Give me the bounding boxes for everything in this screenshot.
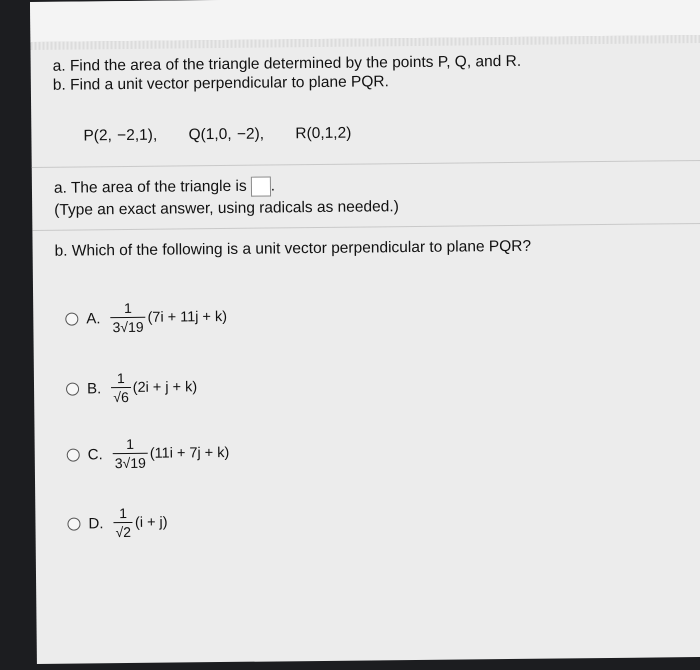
- question-panel: [30, 0, 700, 664]
- option-b-numerator: 1: [116, 370, 125, 387]
- radio-option-d[interactable]: [67, 517, 80, 530]
- option-b[interactable]: [66, 370, 197, 405]
- radio-option-b[interactable]: [66, 382, 79, 395]
- option-a-letter: A.: [86, 309, 101, 327]
- option-c-letter: C.: [87, 445, 103, 463]
- option-a[interactable]: [65, 300, 227, 336]
- section-divider: [32, 223, 700, 231]
- option-c-fraction: [113, 437, 148, 471]
- option-d-fraction: [113, 506, 133, 540]
- option-b-denominator: √6: [111, 387, 131, 405]
- option-c[interactable]: [67, 436, 230, 472]
- option-d[interactable]: [67, 506, 167, 541]
- section-divider: [32, 160, 700, 168]
- point-q: Q(1,0, −2),: [188, 125, 265, 144]
- option-d-letter: D.: [88, 514, 104, 532]
- area-answer-input[interactable]: [251, 176, 271, 196]
- option-a-fraction: [110, 301, 145, 335]
- part-a-hint: (Type an exact answer, using radicals as needed.): [54, 198, 399, 219]
- option-a-denominator: 3√19: [110, 317, 145, 335]
- radio-option-a[interactable]: [65, 312, 78, 325]
- option-c-numerator: 1: [126, 435, 135, 453]
- option-d-denominator: √2: [113, 522, 133, 540]
- part-a-prompt: a. The area of the triangle is: [53, 177, 247, 197]
- option-a-numerator: 1: [123, 299, 132, 317]
- option-c-expression: (11i + 7j + k): [149, 444, 230, 462]
- radio-option-c[interactable]: [67, 448, 80, 461]
- point-r: R(0,1,2): [295, 124, 352, 143]
- point-p: P(2, −2,1),: [83, 126, 158, 145]
- option-b-letter: B.: [86, 379, 102, 397]
- part-a-suffix: .: [270, 177, 276, 195]
- option-a-expression: (7i + 11j + k): [147, 308, 228, 326]
- problem-line-b: b. Find a unit vector perpendicular to plane PQR.: [52, 73, 389, 94]
- option-d-expression: (i + j): [134, 514, 168, 531]
- part-a: [54, 174, 399, 222]
- problem-statement: [53, 52, 522, 95]
- option-c-denominator: 3√19: [113, 453, 148, 471]
- problem-line-a: a. Find the area of the triangle determined by the points P, Q, and R.: [52, 52, 522, 75]
- option-b-expression: (2i + j + k): [132, 379, 198, 396]
- option-d-numerator: 1: [119, 505, 128, 522]
- points-list: [83, 124, 377, 145]
- part-b-prompt: b. Which of the following is a unit vector perpendicular to plane PQR?: [54, 237, 532, 260]
- option-b-fraction: [111, 371, 131, 405]
